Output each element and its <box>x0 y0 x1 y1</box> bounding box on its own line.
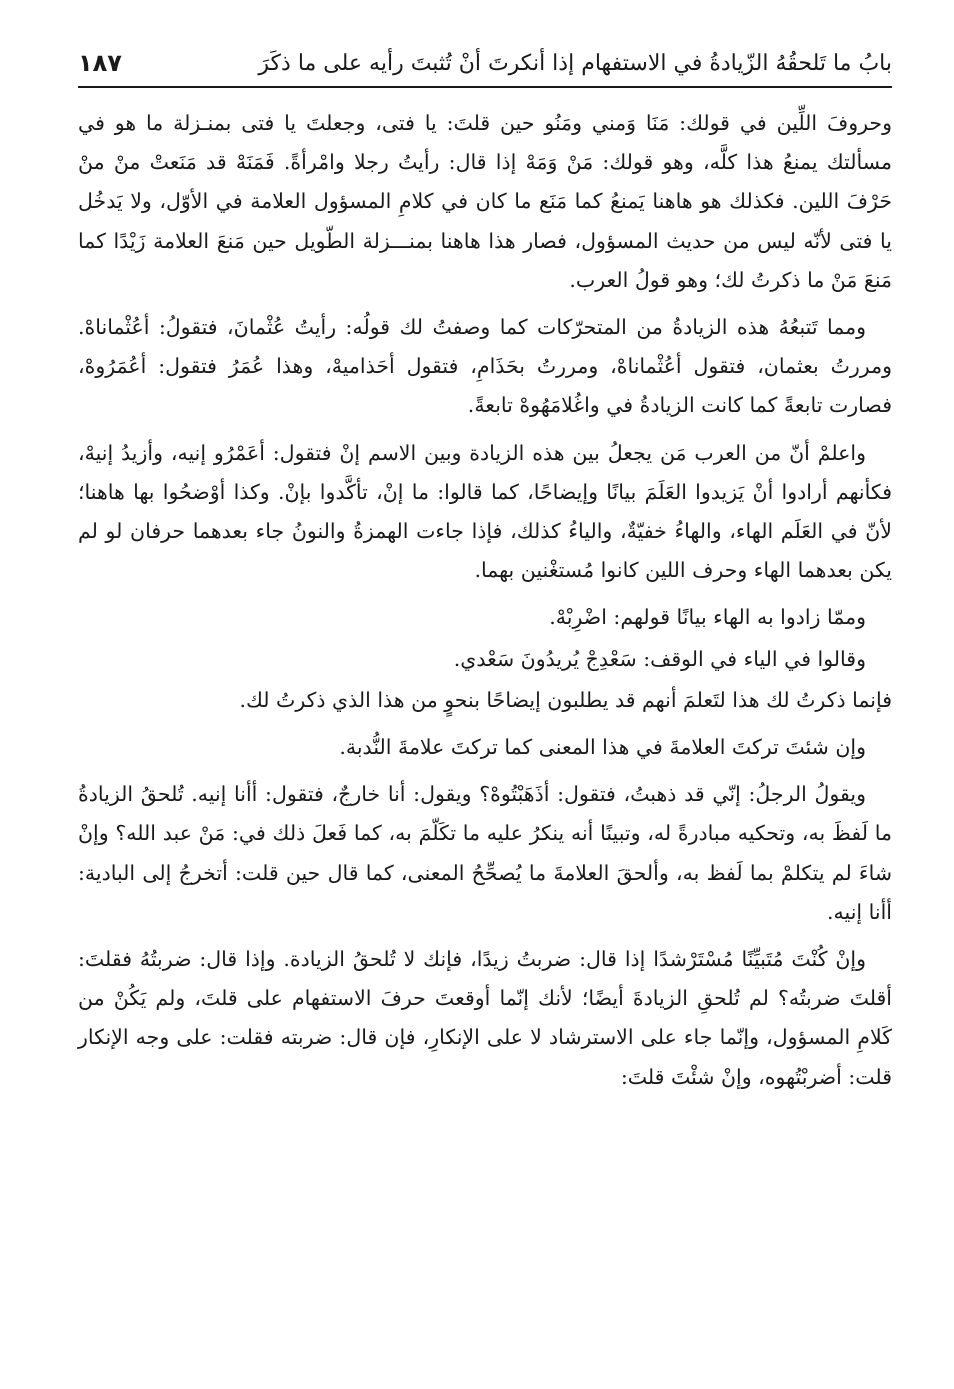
paragraph-1: وحروفَ اللِّين في قولك: مَنَا وَمني ومَنُو حين قلتَ: يا فتى، وجعلتَ يا فتى بمنـزلة ما هو في مسألتك يمنعُ هذا كلَّه، وهو قولك: مَنْ وَمَهْ إذا قال: رأيتُ رجلا وامْرأةً. فَمَنَهْ قد مَنَعتْ منْ منْ حَرْفَ اللين. فكذلك هو هاهنا يَمنعُ كما مَنَع ما كان في كلامِ المسؤول العلامة في الأوّل، ولا يَدخُل يا فتى لأنّه ليس من حديث المسؤول، فصار هذا هاهنا بمنـــزلة الطّويل حين مَنعَ العلامة زَيْدًا كما مَنعَ مَنْ ما ذكرتُ لك؛ وهو قولُ العرب. <box>78 111 892 292</box>
paragraph-5: وقالوا في الياء في الوقف: سَعْدِجْ يُريدُونَ سَعْدي. <box>453 646 866 671</box>
paragraph-6: فإنما ذكرتُ لك هذا لتَعلمَ أنهم قد يطلبون إيضاحًا بنحوٍ من هذا الذي ذكرتُ لك. <box>239 687 892 712</box>
paragraph-9: وإنْ كُنْتَ مُتَبيِّنًا مُسْتَرْشدًا إذا قال: ضربتُ زيدًا، فإنك لا تُلحقُ الزيادة. وإذا قال: ضربتُهُ فقلتَ: أقلتَ ضربتُه؟ لم تُلحقِ الزيادةَ أيضًا؛ لأنك إنّما أوقعتَ حرفَ الاستفهام على قلتَ، ولم يَكُنْ من كَلامِ المسؤول، وإنّما جاء على الاسترشاد لا على الإنكارِ، فإن قال: ضربته فقلت: على وجه الإنكار قلت: أضربْتُهوه، وإنْ شئْتَ قلتَ: <box>78 947 892 1089</box>
running-header <box>78 40 892 88</box>
paragraph-2: ومما تَتبعُهُ هذه الزيادةُ من المتحرّكات كما وصفتُ لك قولُه: رأيتُ عُثْمانَ، فتقولُ: أعُثْماناهْ. ومررتُ بعثمان، فتقول أعُثْماناهْ، ومررتُ بحَذَامِ، فتقول أحَذاميهْ، وهذا عُمَرُ فتقول: أعُمَرُوهْ، فصارت تابعةً كما كانت الزيادةُ في واغُلامَهُوهْ تابعةً. <box>78 315 892 418</box>
paragraph-7: وإن شئتَ تركتَ العلامةَ في هذا المعنى كما تركتَ علامةَ النُّدبة. <box>339 735 866 760</box>
paragraph-3: واعلمْ أنّ من العرب مَن يجعلُ بين هذه الزيادة وبين الاسم إنْ فتقول: أعَمْرُو إنيه، وأزيدُ إنيهْ، فكأنهم أرادوا أنْ يَزيدوا العَلَمَ بيانًا وإيضاحًا، كما قالوا: ما إنْ، تأكَّدوا بإنْ. وكذا أوْضحُوا بها هاهنا؛ لأنّ في العَلَم الهاء، والهاءُ خفيّةٌ، والياءُ كذلك، فإذا جاءت الهمزةُ والنونُ جاء بعدهما حرفان لو لم يكن بعدهما الهاء وحرف اللين كانوا مُستغْنين بهما. <box>78 440 892 583</box>
paragraph-8: ويقولُ الرجلُ: إنّي قد ذهبتُ، فتقول: أذَهَبْتُوهْ؟ ويقول: أنا خارجٌ، فتقول: أأنا إنيه. تُلحقُ الزيادةُ ما لَفظَ به، وتحكيه مبادرةً له، وتبينًا أنه ينكرُ عليه ما تكَلّمَ به، كما فَعلَ ذلك في: مَنْ عبد الله؟ وإنْ شاءَ لم يتكلمْ بما لَفظ به، وألحقَ العلامةَ ما يُصحِّحُ المعنى، كما قال حين قلت: أتخرجُ إلى البادية: أأنا إنيه. <box>78 782 892 924</box>
paragraph-4: وممّا زادوا به الهاء بيانًا قولهم: اضْرِبْهْ. <box>549 605 866 630</box>
page-number: ١٨٧ <box>78 49 122 77</box>
book-page <box>78 40 892 1370</box>
body-text <box>78 104 892 1097</box>
chapter-title: بابُ ما تَلحقُهُ الزّيادةُ في الاستفهام إذا أنكرتَ أنْ تُثبتَ رأيه على ما ذكَرَ <box>258 50 892 76</box>
